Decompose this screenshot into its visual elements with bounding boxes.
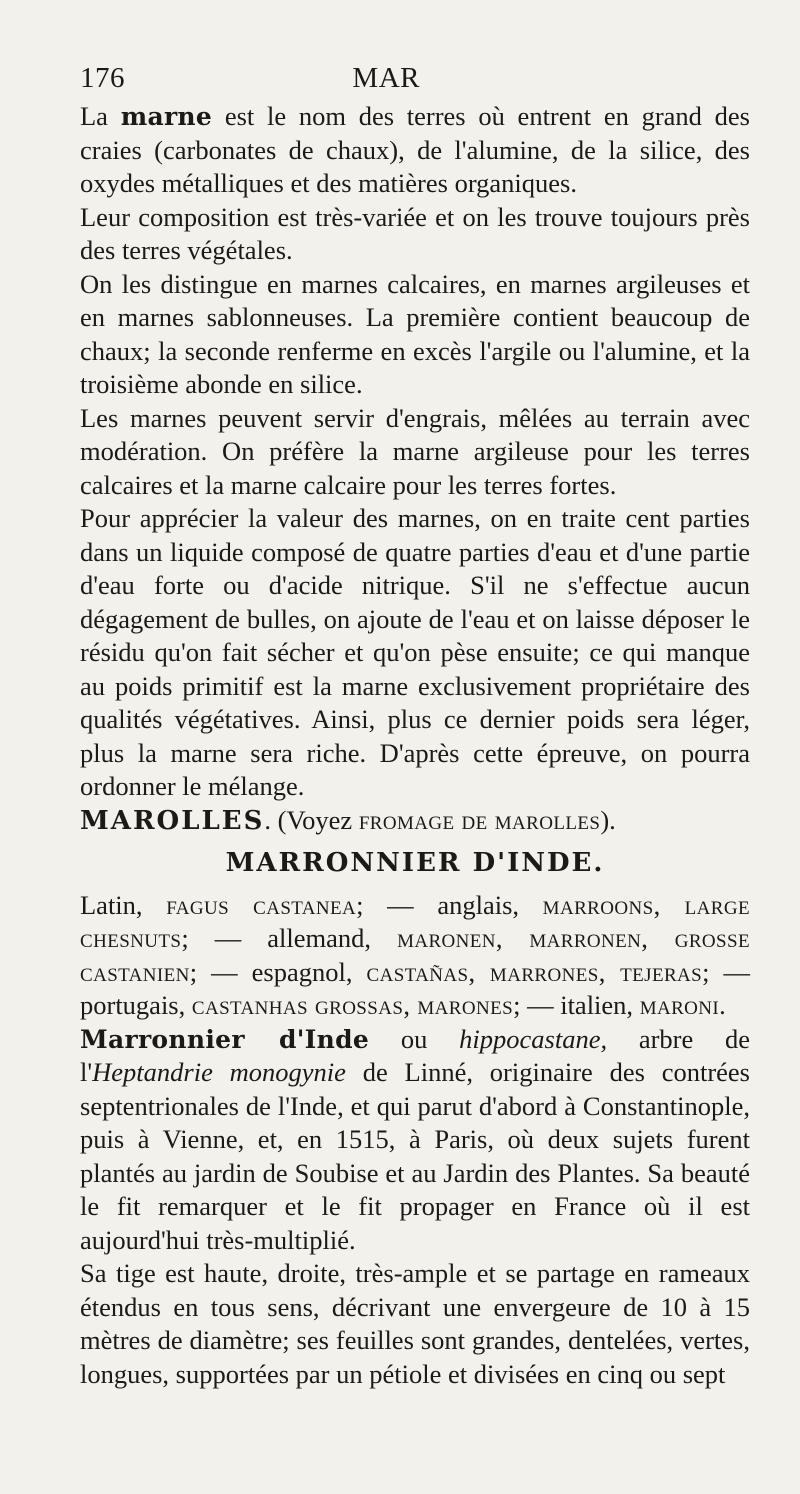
synonym-term: maroni: [639, 990, 720, 1020]
entry-term-marronnier: Marronnier d'Inde: [80, 1024, 370, 1054]
synonym-term: marroons, large chesnuts: [80, 889, 750, 953]
synonym-language: ; — portugais,: [80, 956, 751, 1020]
marne-paragraph-4: Les marnes peuvent servir d'engrais, mêlées au terrain avec modération. On préfère la marne argileuse pour les terres calcaires et la marne calcaire pour les terres fortes.: [80, 402, 750, 500]
synonym-term: fagus castanea: [166, 889, 357, 920]
entry-heading-marronnier: MARRONNIER D'INDE.: [225, 848, 605, 878]
def-text-b: arbre de l': [80, 1023, 751, 1087]
def-text-c: de Linné, originaire des contrées septentrionales de l'Inde, et qui parut d'abord à Constantinople, puis à Vienne, et, en 1515, à Paris, où deux sujets furent plantés au jardin de Soubise et au Jardin des Plantes. Sa beauté le fit remarquer et le fit propager en France où il est aujourd'hui très-multiplié.: [80, 1057, 750, 1255]
synonym-language: ; — anglais,: [356, 889, 543, 920]
marronnier-heading-line: [80, 846, 750, 881]
synonym-term: castanhas grossas, marones: [191, 990, 514, 1020]
running-title: MAR: [352, 62, 420, 94]
synonym-language: ; — allemand,: [181, 923, 398, 953]
marronnier-definition-2: Sa tige est haute, droite, très-ample et se partage en rameaux étendus en tous sens, décrivant une envergeure de 10 à 15 mètres de diamètre; ses feuilles sont grandes, dentelées, vertes, longues, supportées par un pétiole et divisées en cinq ou sept: [80, 1258, 750, 1389]
marronnier-synonyms: [80, 889, 750, 1023]
entry-term-marolles: MAROLLES: [80, 805, 265, 836]
entry-term-marne: marne: [120, 102, 213, 131]
marolles-crossref: fromage de marolles: [358, 804, 601, 835]
marne-prefix: La: [80, 101, 121, 131]
page-number: 176: [80, 62, 125, 94]
marne-paragraph-2: Leur composition est très-variée et on les trouve toujours près des terres végétales.: [80, 201, 750, 265]
synonym-term: maronen, marronen, grosse castanien: [80, 923, 750, 987]
running-head: [80, 58, 750, 98]
def-italic-hippocastane: hippocastane,: [459, 1023, 608, 1054]
synonym-term: castañas, marrones, tejeras: [366, 956, 703, 987]
marolles-suffix: ).: [600, 804, 616, 835]
marolles-prefix: . (Voyez: [264, 804, 359, 835]
marne-paragraph-1: [80, 100, 750, 201]
def-italic-heptandrie: Heptandrie monogynie: [92, 1057, 346, 1087]
marolles-entry: [80, 804, 750, 839]
marne-p1-text: est le nom des terres où entrent en grand des craies (carbonates de chaux), de l'alumine, de la silice, des oxydes métalliques et des matières organiques.: [80, 101, 750, 198]
synonym-language: .: [719, 990, 726, 1020]
marronnier-definition-1: [80, 1023, 750, 1258]
synonym-language: ; — italien,: [513, 990, 640, 1020]
def-text-a: ou: [369, 1023, 460, 1054]
synonym-language: ; — espagnol,: [189, 956, 367, 987]
synonym-language: Latin,: [80, 889, 167, 920]
marne-paragraph-3: On les distingue en marnes calcaires, en marnes argileuses et en marnes sablonneuses. La première contient beaucoup de chaux; la seconde renferme en excès l'argile ou l'alumine, et la troisième abonde en silice.: [80, 268, 750, 399]
marne-paragraph-5: Pour apprécier la valeur des marnes, on en traite cent parties dans un liquide composé de quatre parties d'eau et d'une partie d'eau forte ou d'acide nitrique. S'il ne s'effectue aucun dégagement de bulles, on ajoute de l'eau et on laisse déposer le résidu qu'on fait sécher et qu'on pèse ensuite; ce qui manque au poids primitif est la marne exclusivement propriétaire des qualités végétatives. Ainsi, plus ce dernier poids sera léger, plus la marne sera riche. D'après cette épreuve, on pourra ordonner le mélange.: [80, 503, 750, 801]
